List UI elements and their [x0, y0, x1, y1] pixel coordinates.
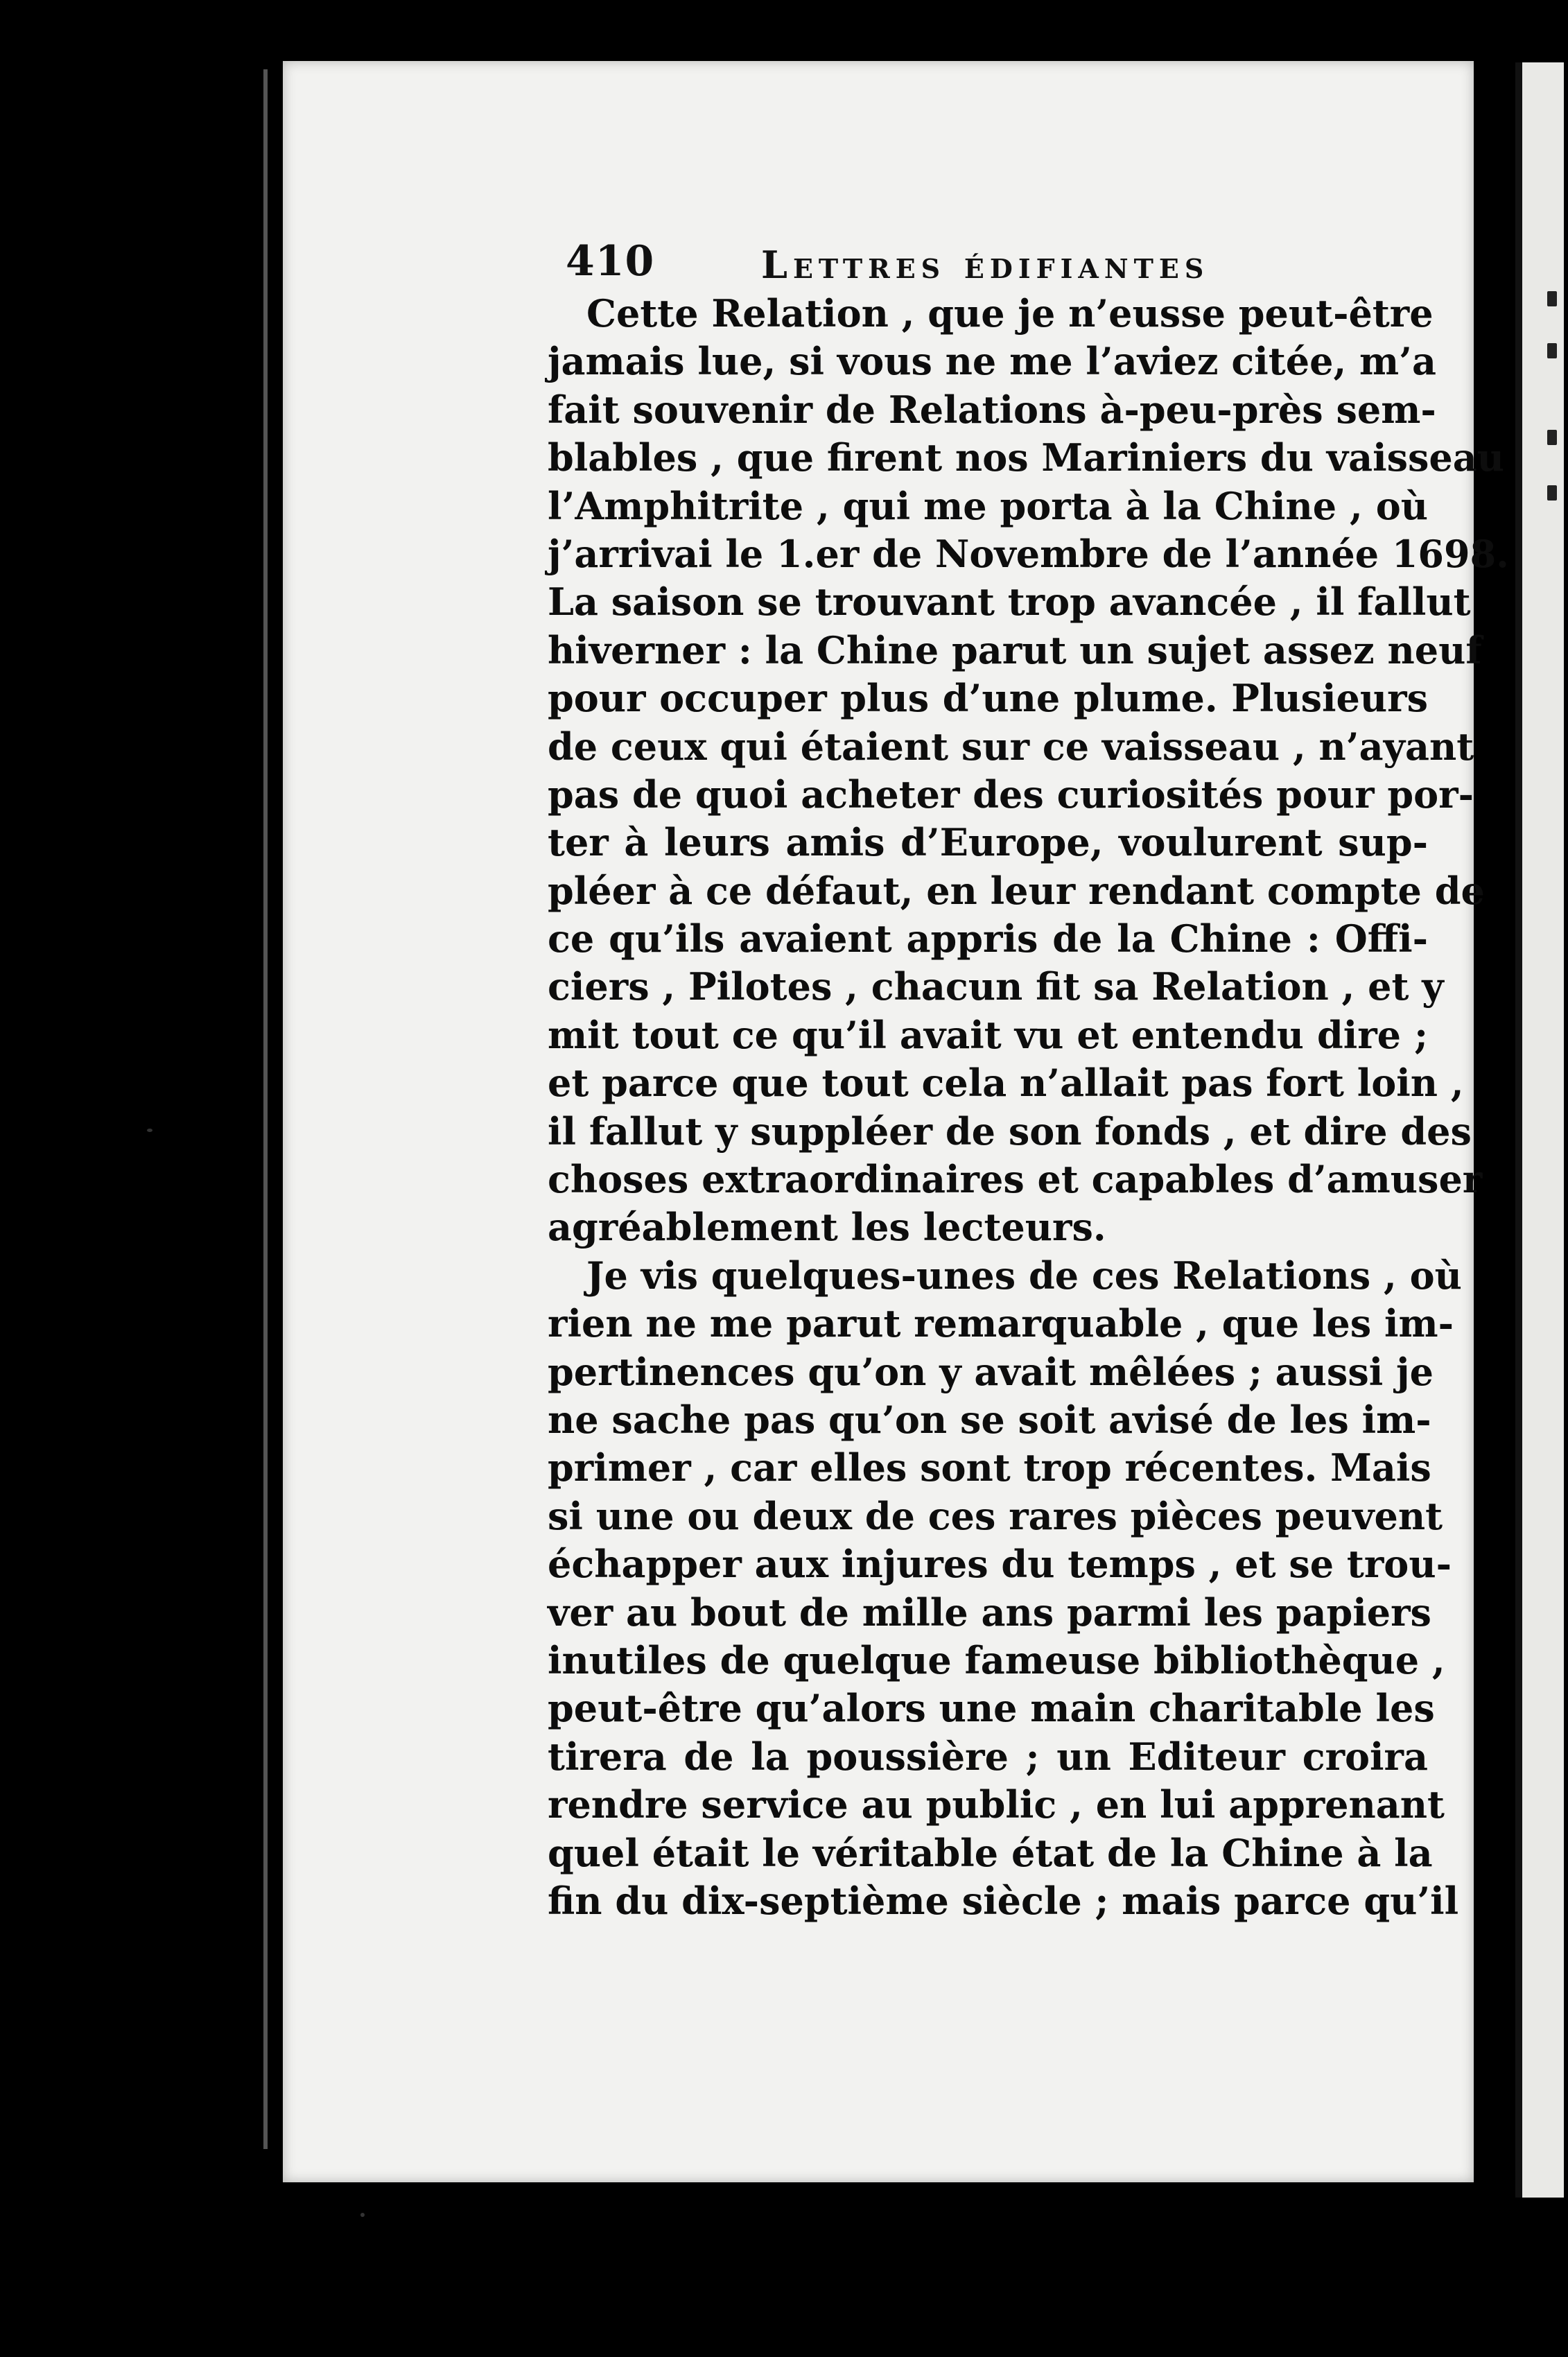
facing-page-edge — [1522, 62, 1564, 2198]
text-line: fin du dix-septième siècle ; mais parce qu’il — [548, 1878, 1459, 1923]
text-line: fait souvenir de Relations à-peu-près sem- — [548, 387, 1436, 432]
facing-page-letter-fragment — [1547, 430, 1557, 445]
text-line: blables , que firent nos Mariniers du vaisseau — [548, 435, 1505, 480]
dust-speck — [147, 1129, 153, 1132]
page-number: 410 — [566, 237, 655, 286]
text-line: de ceux qui étaient sur ce vaisseau , n’ayant — [548, 724, 1474, 769]
text-line: ce qu’ils avaient appris de la Chine : Offi- — [548, 916, 1428, 962]
text-line: choses extraordinaires et capables d’amuser — [548, 1157, 1483, 1202]
text-line: l’Amphitrite , qui me porta à la Chine , où — [548, 483, 1428, 528]
text-line: si une ou deux de ces rares pièces peuvent — [548, 1493, 1443, 1538]
text-line: tirera de la poussière ; un Editeur croira — [548, 1734, 1428, 1779]
text-line: Cette Relation , que je n’eusse peut-être — [586, 291, 1434, 336]
text-line: quel était le véritable état de la Chine à la — [548, 1830, 1433, 1875]
text-line: ne sache pas qu’on se soit avisé de les im- — [548, 1397, 1431, 1442]
body-text — [548, 290, 1509, 1925]
text-line: j’arrivai le 1.er de Novembre de l’année 1698. — [548, 531, 1509, 576]
facing-page-letter-fragment — [1547, 343, 1557, 358]
text-line: La saison se trouvant trop avancée , il fallut — [548, 580, 1471, 625]
facing-page-letter-fragment — [1547, 485, 1557, 501]
text-line: mit tout ce qu’il avait vu et entendu dire ; — [548, 1012, 1428, 1057]
text-line: primer , car elles sont trop récentes. Mais — [548, 1445, 1431, 1490]
text-line: peut-être qu’alors une main charitable les — [548, 1686, 1435, 1731]
text-line: ter à leurs amis d’Europe, voulurent sup- — [548, 820, 1428, 865]
text-line: jamais lue, si vous ne me l’aviez citée, m’a — [548, 339, 1436, 384]
text-line: il fallut y suppléer de son fonds , et dire des — [548, 1108, 1472, 1154]
text-line: ver au bout de mille ans parmi les papiers — [548, 1590, 1431, 1635]
text-line: agréablement les lecteurs. — [548, 1205, 1106, 1250]
facing-page-letter-fragment — [1547, 291, 1557, 306]
text-line: hiverner : la Chine parut un sujet assez neuf — [548, 627, 1482, 672]
text-line: rendre service au public , en lui apprenant — [548, 1782, 1445, 1827]
text-line: pléer à ce défaut, en leur rendant compte de — [548, 868, 1485, 913]
text-line: inutiles de quelque fameuse bibliothèque , — [548, 1637, 1445, 1682]
running-head: Lettres édifiantes — [761, 243, 1210, 287]
text-line: et parce que tout cela n’allait pas fort loin , — [548, 1061, 1464, 1106]
text-line: pas de quoi acheter des curiosités pour por- — [548, 772, 1474, 817]
text-line: pour occuper plus d’une plume. Plusieurs — [548, 676, 1428, 721]
text-line: pertinences qu’on y avait mêlées ; aussi je — [548, 1349, 1434, 1394]
text-line: ciers , Pilotes , chacun fit sa Relation , et y — [548, 964, 1444, 1009]
text-line: Je vis quelques-unes de ces Relations , où — [586, 1253, 1462, 1298]
book-gutter-edge — [263, 69, 268, 2149]
text-line: rien ne me parut remarquable , que les im- — [548, 1301, 1454, 1346]
dust-speck — [360, 2213, 365, 2217]
text-line: échapper aux injures du temps , et se trou- — [548, 1542, 1452, 1587]
